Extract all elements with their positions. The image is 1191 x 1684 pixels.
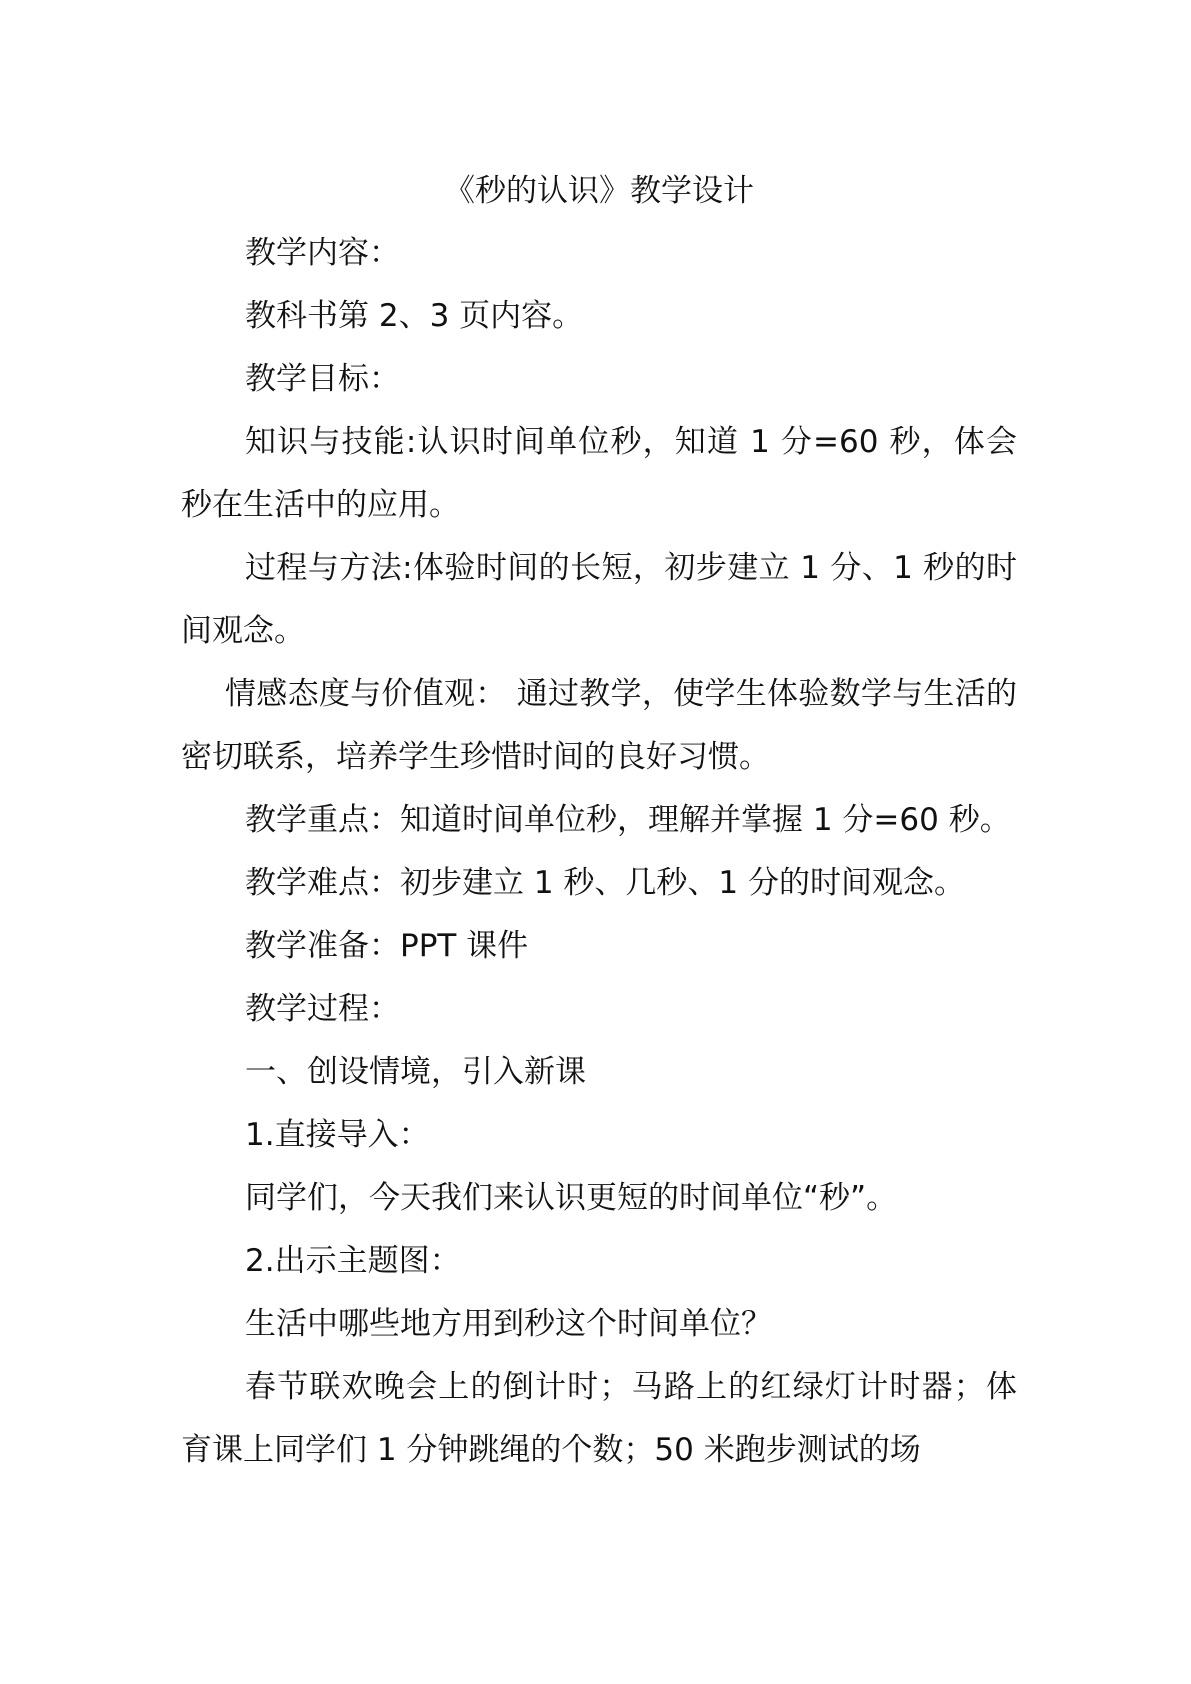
section-one-heading: 一、创设情境，引入新课 [245,1054,586,1090]
document-title: 《秒的认识》教学设计 [444,173,754,209]
step-direct-intro-text: 同学们，今天我们来认识更短的时间单位“秒”。 [245,1180,898,1216]
teaching-process-heading: 教学过程： [245,991,400,1027]
teaching-preparation: 教学准备：PPT 课件 [245,928,529,964]
life-examples-text: 春节联欢晚会上的倒计时；马路上的红绿灯计时器；体育课上同学们 1 分钟跳绳的个数；50 米跑步测试的场 [181,1369,1017,1468]
teaching-content-heading: 教学内容： [245,235,400,271]
step-theme-picture-heading: 2.出示主题图： [245,1243,461,1279]
step-theme-picture-question: 生活中哪些地方用到秒这个时间单位？ [245,1306,772,1342]
step-direct-intro-heading: 1.直接导入： [245,1117,430,1153]
teaching-difficulty: 教学难点：初步建立 1 秒、几秒、1 分的时间观念。 [245,865,966,901]
goal-emotion-values: 情感态度与价值观： 通过教学，使学生体验数学与生活的密切联系，培养学生珍惜时间的良好习惯。 [181,676,1017,775]
goal-process-methods: 过程与方法:体验时间的长短，初步建立 1 分、1 秒的时间观念。 [181,550,1017,649]
teaching-goals-heading: 教学目标： [245,361,400,397]
document-body [181,160,1017,1482]
goal-knowledge-skills: 知识与技能:认识时间单位秒，知道 1 分=60 秒，体会秒在生活中的应用。 [181,424,1017,523]
teaching-key-point: 教学重点：知道时间单位秒，理解并掌握 1 分=60 秒。 [245,802,1011,838]
teaching-content-text: 教科书第 2、3 页内容。 [245,298,584,334]
